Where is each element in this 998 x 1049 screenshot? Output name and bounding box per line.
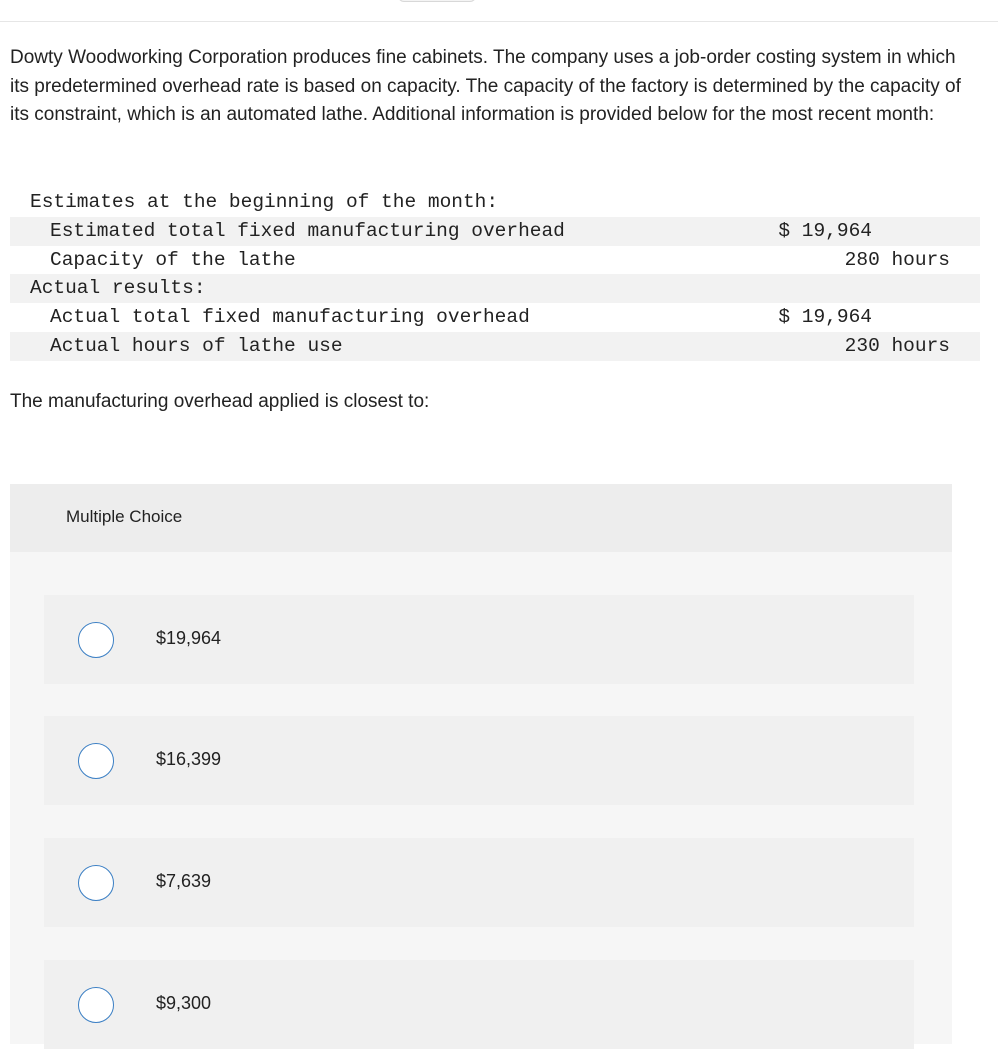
choice-label: $9,300 (156, 993, 212, 1013)
capacity-value: 280 hours (844, 248, 950, 271)
multiple-choice-header (10, 484, 952, 552)
capacity-label: Capacity of the lathe (50, 248, 296, 271)
problem-statement: Dowty Woodworking Corporation produces fine cabinets. The company uses a job-order costing system in which its predetermined overhead rate is based on capacity. The capacity of the factory is determined by the capacity of its constraint, which is an automated lathe. Additional information is provided below for the most recent month: (10, 47, 961, 125)
multiple-choice-panel (10, 484, 952, 1044)
radio-button-icon[interactable] (78, 622, 114, 658)
estimates-heading: Estimates at the beginning of the month: (30, 191, 499, 213)
choice-label: $19,964 (156, 628, 222, 648)
radio-button-icon[interactable] (78, 743, 114, 779)
table-row (10, 188, 980, 217)
choice-option-3[interactable] (44, 838, 914, 927)
act-hours-label: Actual hours of lathe use (50, 334, 343, 357)
table-row (10, 246, 980, 275)
actual-heading: Actual results: (30, 277, 206, 300)
table-row (10, 332, 980, 361)
est-overhead-value: $ 19,964 (778, 219, 872, 242)
act-overhead-value: $ 19,964 (778, 306, 872, 329)
choice-label: $16,399 (156, 749, 222, 769)
multiple-choice-title: Multiple Choice (66, 507, 183, 526)
radio-button-icon[interactable] (78, 865, 114, 901)
data-table (10, 188, 980, 361)
table-row (10, 303, 980, 332)
choice-option-4[interactable] (44, 960, 914, 1049)
choice-label: $7,639 (156, 871, 212, 891)
top-tab-handle[interactable] (398, 0, 476, 2)
choice-option-2[interactable] (44, 716, 914, 805)
top-bar (0, 0, 998, 22)
act-overhead-label: Actual total fixed manufacturing overhead (50, 306, 530, 329)
est-overhead-label: Estimated total fixed manufacturing overhead (50, 219, 565, 242)
radio-button-icon[interactable] (78, 987, 114, 1023)
choice-option-1[interactable] (44, 595, 914, 684)
table-row (10, 274, 980, 303)
act-hours-value: 230 hours (844, 334, 950, 357)
table-row (10, 217, 980, 246)
question-prompt: The manufacturing overhead applied is closest to: (10, 391, 430, 412)
